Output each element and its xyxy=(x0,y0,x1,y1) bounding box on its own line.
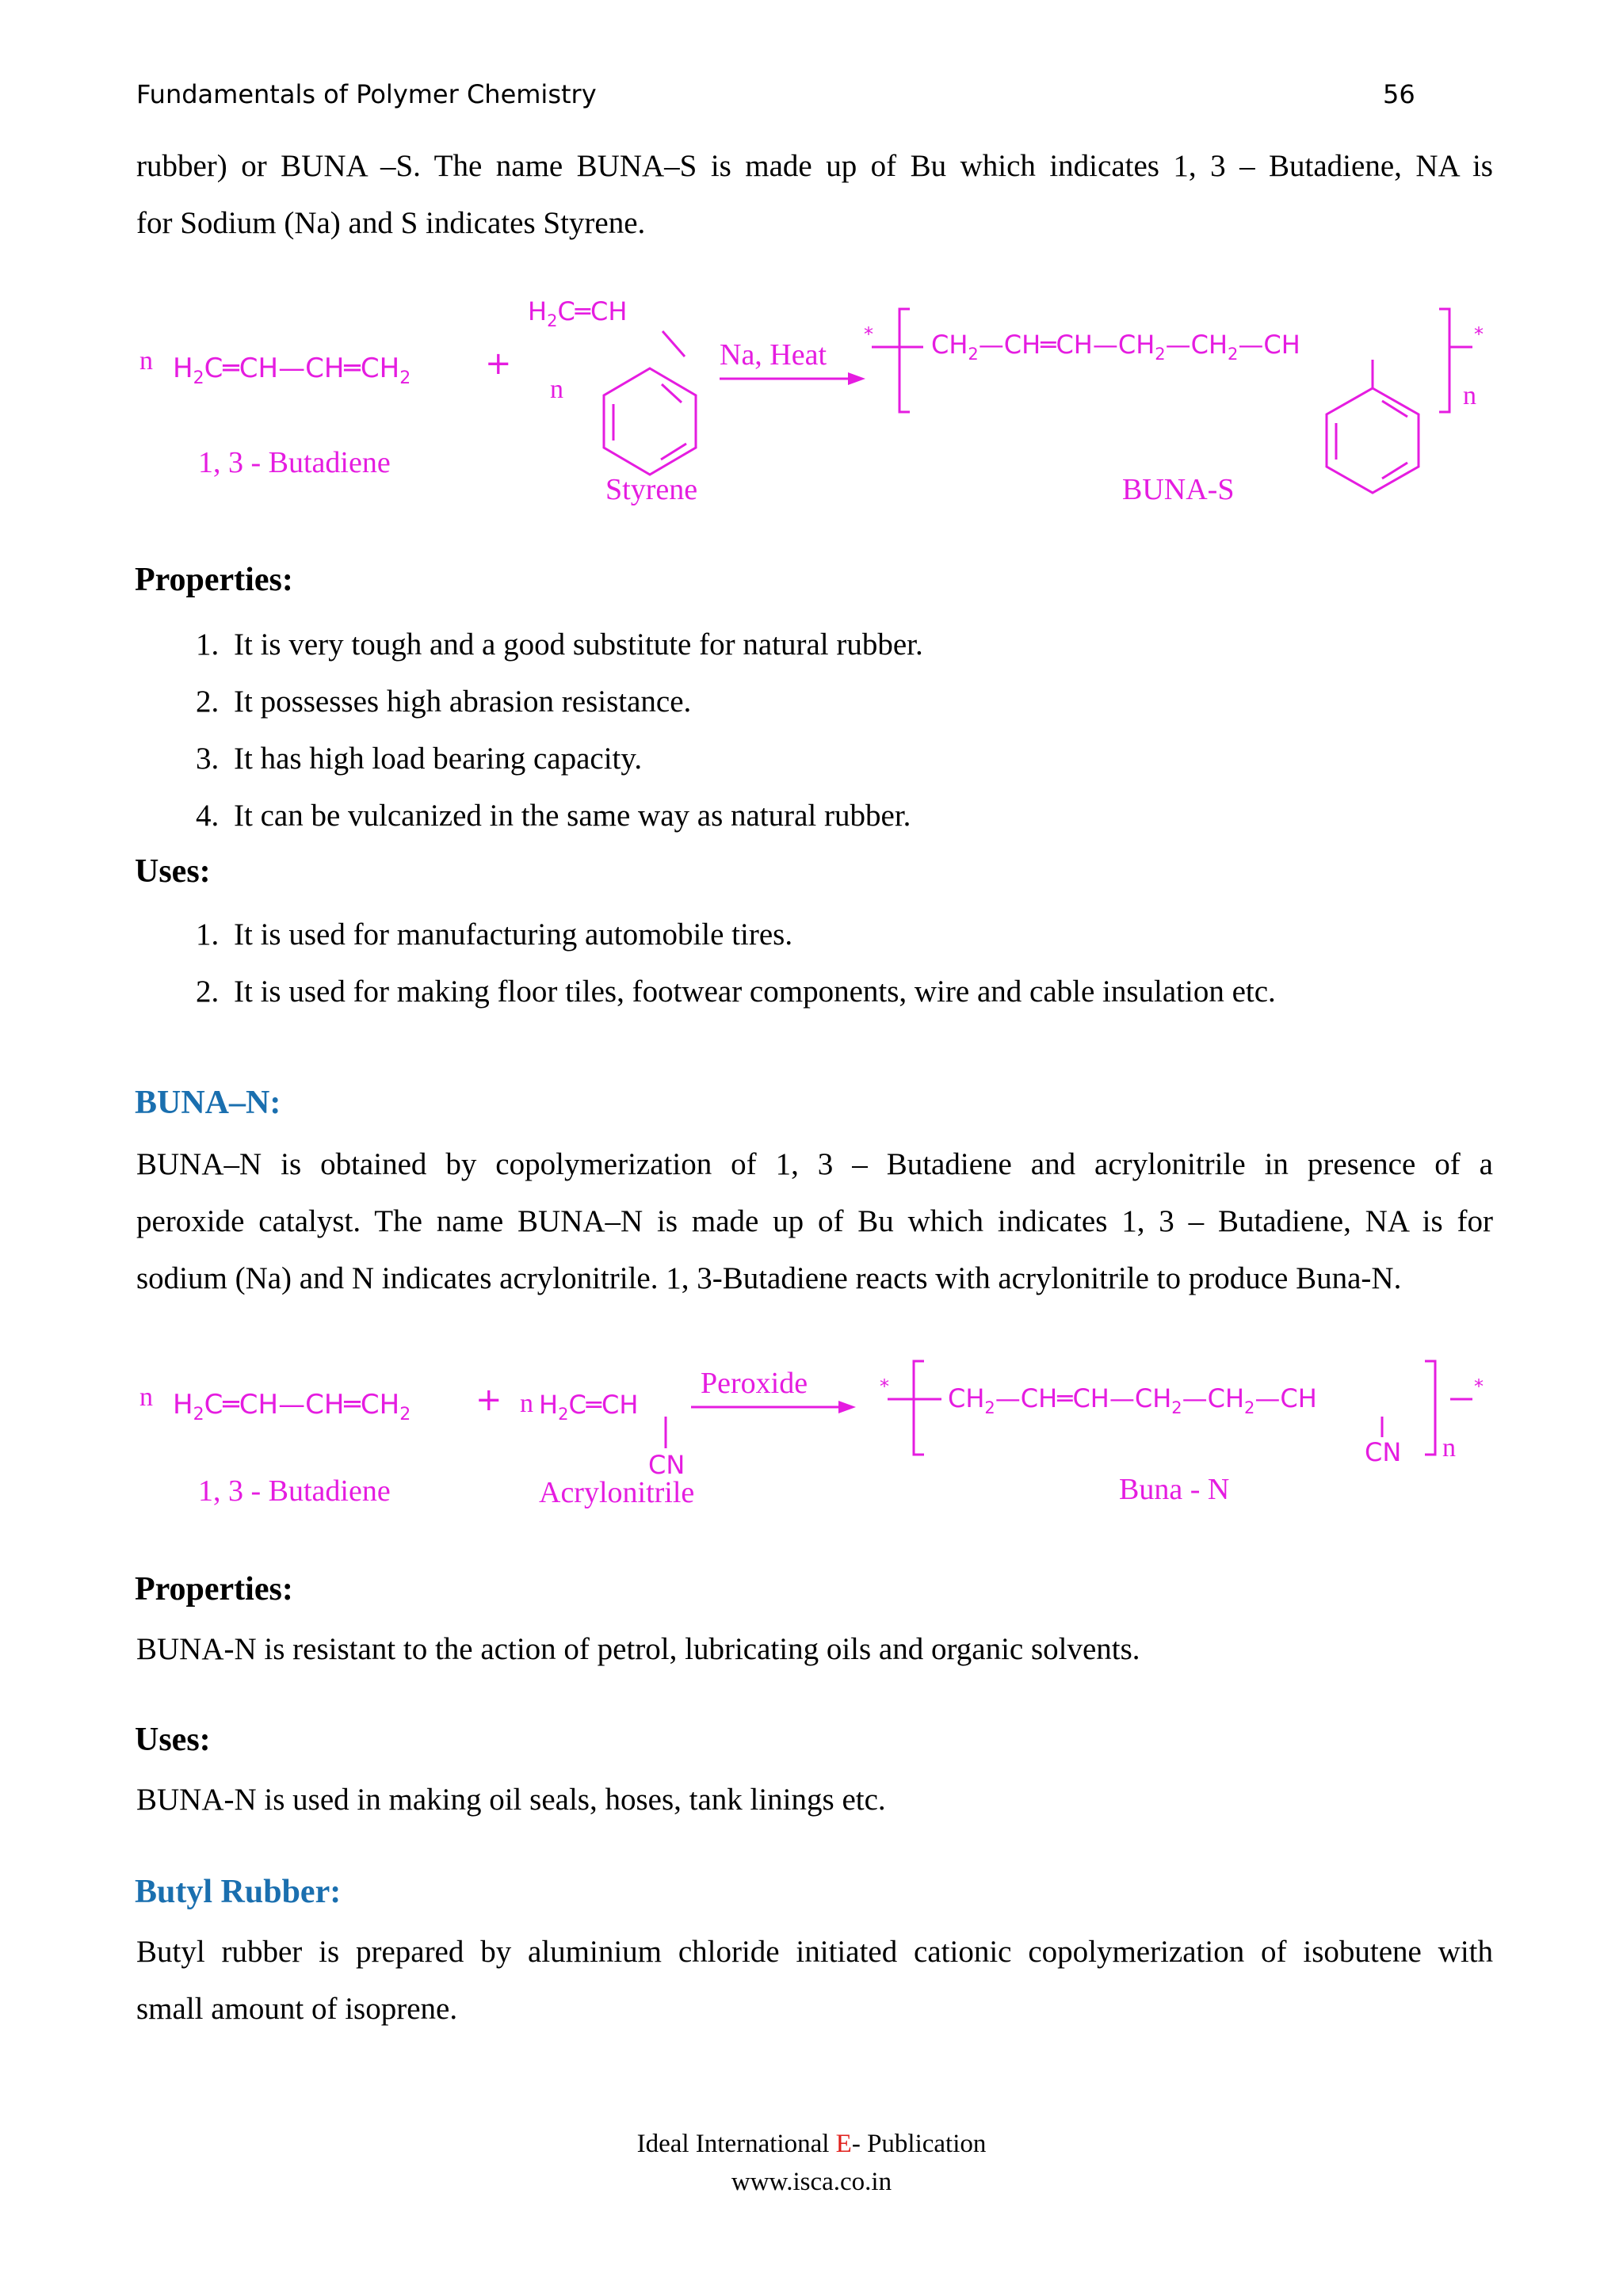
buna-s-uses-heading: Uses: xyxy=(135,853,211,890)
buna-n-line-3: sodium (Na) and N indicates acrylonitrile. 1, 3-Butadiene reacts with acrylonitrile to produce Buna-N. xyxy=(136,1261,1402,1295)
buna-n-butadiene-coef: n xyxy=(139,1383,153,1412)
publisher-e-mark: E xyxy=(835,2130,852,2158)
buna-n-line-1: BUNA–N is obtained by copolymerization of 1, 3 – Butadiene and acrylonitrile in presence of a xyxy=(136,1147,1493,1181)
buna-n-uses-text: BUNA-N is used in making oil seals, hoses, tank linings etc. xyxy=(136,1783,886,1817)
buna-s-end-right: * xyxy=(1474,323,1484,345)
buna-n-properties-heading: Properties: xyxy=(135,1571,293,1608)
buna-n-acrylonitrile-name: Acrylonitrile xyxy=(539,1476,695,1509)
buna-s-butadiene-formula: $H_2C═CH—CH═CH_2$ xyxy=(173,353,411,388)
buna-s-end-left: * xyxy=(864,323,873,345)
buna-n-acrylonitrile-coef: n xyxy=(520,1389,533,1418)
buna-n-butadiene-formula: $H_2C═CH—CH═CH_2$ xyxy=(173,1389,411,1425)
buna-s-properties-heading: Properties: xyxy=(135,562,293,598)
buna-s-conditions: Na, Heat xyxy=(720,338,827,372)
butyl-rubber-line-2: small amount of isoprene. xyxy=(136,1992,458,2026)
buna-s-polymer-chain: $CH_2—CH═CH—CH_2—CH_2—CH$ xyxy=(931,330,1300,364)
running-title: Fundamentals of Polymer Chemistry xyxy=(136,79,597,109)
buna-n-polymer-substituent: CN xyxy=(1365,1437,1402,1467)
buna-n-line-2: peroxide catalyst. The name BUNA–N is made up of Bu which indicates 1, 3 – Butadiene, NA is for xyxy=(136,1204,1493,1238)
buna-s-styrene-name: Styrene xyxy=(605,473,698,506)
buna-n-heading: BUNA–N: xyxy=(135,1085,281,1121)
buna-n-repeat-n: n xyxy=(1442,1433,1456,1463)
buna-n-conditions: Peroxide xyxy=(701,1367,808,1400)
buna-n-polymer-chain: $CH_2—CH═CH—CH_2—CH_2—CH$ xyxy=(948,1383,1317,1417)
buna-n-product-name: Buna - N xyxy=(1119,1473,1230,1506)
butyl-rubber-line-1: Butyl rubber is prepared by aluminium chloride initiated cationic copolymerization of isobutene with xyxy=(136,1935,1493,1969)
buna-n-uses-heading: Uses: xyxy=(135,1722,211,1758)
buna-n-end-right: * xyxy=(1474,1375,1484,1398)
list-item: 1. It is used for manufacturing automobile tires. xyxy=(196,917,793,952)
buna-s-repeat-n: n xyxy=(1463,381,1476,410)
list-item: 2. It possesses high abrasion resistance. xyxy=(196,685,692,719)
footer-publisher: Ideal International E- Publication xyxy=(636,2130,987,2158)
intro-line-1: rubber) or BUNA –S. The name BUNA–S is made up of Bu which indicates 1, 3 – Butadiene, NA is xyxy=(136,149,1493,183)
buna-n-acrylonitrile-substituent: CN xyxy=(648,1450,685,1480)
footer-url: www.isca.co.in xyxy=(731,2168,892,2196)
buna-n-reaction-scheme xyxy=(0,1355,1623,1521)
list-item: 3. It has high load bearing capacity. xyxy=(196,742,643,776)
buna-n-plus: + xyxy=(475,1382,502,1418)
buna-s-styrene-vinyl: $H_2C═CH$ xyxy=(528,296,628,330)
buna-s-product-name: BUNA-S xyxy=(1122,473,1235,506)
buna-s-reaction-scheme xyxy=(0,285,1623,523)
butyl-rubber-heading: Butyl Rubber: xyxy=(135,1874,342,1910)
buna-s-butadiene-name: 1, 3 - Butadiene xyxy=(198,446,391,479)
buna-s-uses-list xyxy=(196,906,1464,1020)
buna-s-plus: + xyxy=(485,345,512,382)
buna-s-butadiene-coef: n xyxy=(139,346,153,376)
buna-n-properties-text: BUNA-N is resistant to the action of petrol, lubricating oils and organic solvents. xyxy=(136,1632,1140,1666)
buna-n-acrylonitrile-formula: $H_2C═CH$ xyxy=(539,1390,639,1424)
page-number: 56 xyxy=(1383,79,1415,109)
buna-n-end-left: * xyxy=(880,1375,889,1398)
intro-line-2: for Sodium (Na) and S indicates Styrene. xyxy=(136,206,646,240)
buna-n-butadiene-name: 1, 3 - Butadiene xyxy=(198,1474,391,1508)
buna-s-styrene-coef: n xyxy=(550,375,563,404)
list-item: 2. It is used for making floor tiles, footwear components, wire and cable insulation etc. xyxy=(196,974,1276,1009)
list-item: 1. It is very tough and a good substitute for natural rubber. xyxy=(196,627,923,662)
buna-s-properties-list xyxy=(196,616,1464,845)
list-item: 4. It can be vulcanized in the same way as natural rubber. xyxy=(196,799,911,833)
